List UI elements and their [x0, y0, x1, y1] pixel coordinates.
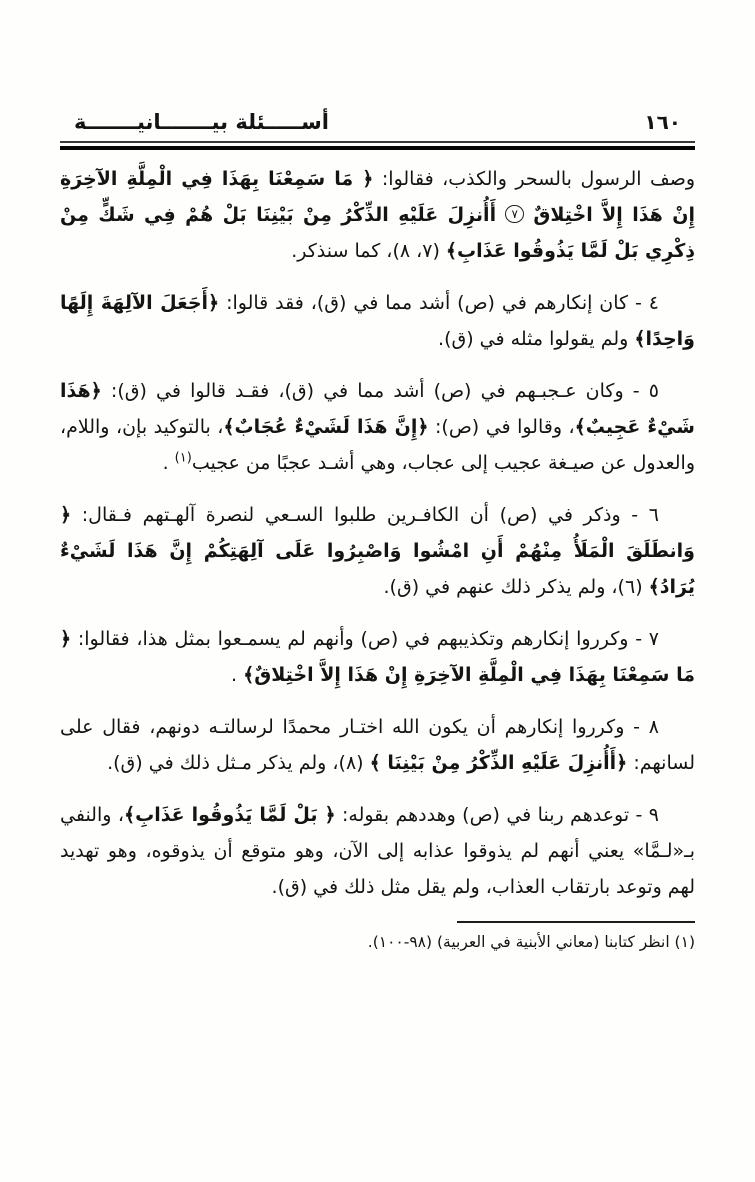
body-text: ٨ - وكرروا إنكارهم أن يكون الله اختـار محمدًا لرسالتـه دونهم، فقال على لسانهم: — [60, 716, 695, 774]
body-text: . — [162, 452, 175, 474]
quran-quote: ﴿هَذَا شَيْءٌ عَجِيبٌ﴾ — [60, 380, 695, 438]
body-text: (٨)، ولم يذكر مـثل ذلك في (ق). — [107, 752, 370, 774]
body-paragraphs — [60, 150, 695, 905]
footnote-block — [60, 921, 695, 954]
body-text: (٦)، ولم يذكر ذلك عنهم في (ق). — [383, 576, 649, 598]
body-text: ، بالتوكيد بإن، واللام، والعدول عن صيـغة عجيب إلى عجاب، وهي أشـد عجبًا من عجيب — [60, 416, 695, 474]
body-text: ولم يقولوا مثله في (ق). — [438, 328, 635, 350]
quran-quote: ﴿ بَلْ لَمَّا يَذُوقُوا عَذَابِ﴾ — [123, 804, 336, 826]
list-item-9 — [60, 797, 695, 905]
paragraph-intro — [60, 161, 695, 269]
body-text: ، وقالوا في (ص): — [428, 416, 575, 438]
body-text: (٧، ٨)، كما سنذكر. — [291, 240, 446, 262]
list-item-5 — [60, 373, 695, 481]
header-rule-thin — [60, 141, 695, 143]
body-text: ٧ - وكرروا إنكارهم وتكذيبهم في (ص) وأنهم لم يسمـعوا بمثل هذا، فقالوا: — [71, 628, 659, 650]
quran-quote: ﴿إِنَّ هَذَا لَشَيْءٌ عُجَابٌ﴾ — [223, 416, 429, 438]
body-text: . — [230, 664, 244, 686]
quran-quote: ﴿ مَا سَمِعْنَا بِهَذَا فِي الْمِلَّةِ الآخِرَةِ إِنْ هَذَا إِلاَّ اخْتِلاقٌ — [60, 168, 695, 226]
header-row — [60, 110, 695, 141]
body-text: ، والنفي بـ«لـمَّا» يعني أنهم لم يذوقوا عذابه إلى الآن، وهو متوقع أن يذوقوه، وهو تهديد لهم وتوعد بارتقاب العذاب، ولم يقل مثل ذلك في (ق). — [60, 804, 695, 898]
quran-quote: ﴿أَأُنزِلَ عَلَيْهِ الذِّكْرُ مِنْ بَيْنِنَا ﴾ — [369, 752, 628, 774]
quran-quote: ﴿ وَانطَلَقَ الْمَلَأُ مِنْهُمْ أَنِ امْشُوا وَاصْبِرُوا عَلَى آلِهَتِكُمْ إِنَّ هَذَا لَشَيْءٌ يُرَادُ﴾ — [60, 504, 695, 598]
footnote: (١) انظر كتابنا (معاني الأبنية في العربية) (٩٨-١٠٠). — [367, 933, 695, 951]
page-header — [60, 110, 695, 150]
body-text: ٩ - توعدهم ربنا في (ص) وهددهم بقوله: — [335, 804, 659, 826]
body-text: ٤ - كان إنكارهم في (ص) أشد مما في (ق)، فقد قالوا: — [219, 292, 659, 314]
footnote-ref: (١) — [174, 450, 192, 466]
body-text: وصف الرسول بالسحر والكذب، فقالوا: — [373, 168, 696, 190]
list-item-4 — [60, 285, 695, 357]
quran-quote: أَأُنزِلَ عَلَيْهِ الذِّكْرُ مِنْ بَيْنِنَا بَلْ هُمْ فِي شَكٍّ مِنْ ذِكْرِي بَلْ لَمَّا يَذُوقُوا عَذَابِ﴾ — [60, 204, 695, 262]
verse-number-badge: ٧ — [505, 205, 523, 223]
page-title: أســـــئلة بيـــــــانيـــــــة — [74, 110, 329, 134]
footnote-separator — [457, 921, 695, 923]
quran-quote: ﴿أَجَعَلَ الآلِهَةَ إِلَهًا وَاحِدًا﴾ — [60, 292, 695, 350]
quran-quote: ﴿ مَا سَمِعْنَا بِهَذَا فِي الْمِلَّةِ الآخِرَةِ إِنْ هَذَا إِلاَّ اخْتِلاقٌ﴾ — [60, 628, 695, 686]
list-item-6 — [60, 497, 695, 605]
list-item-8 — [60, 709, 695, 781]
page-number: ١٦٠ — [644, 110, 681, 134]
body-text: ٦ - وذكر في (ص) أن الكافـرين طلبوا السـعي لنصرة آلهـتهم فـقال: — [71, 504, 659, 526]
list-item-7 — [60, 621, 695, 693]
body-text: ٥ - وكان عـجبـهم في (ص) أشد مما في (ق)، فقـد قالوا في (ق): — [101, 380, 659, 402]
